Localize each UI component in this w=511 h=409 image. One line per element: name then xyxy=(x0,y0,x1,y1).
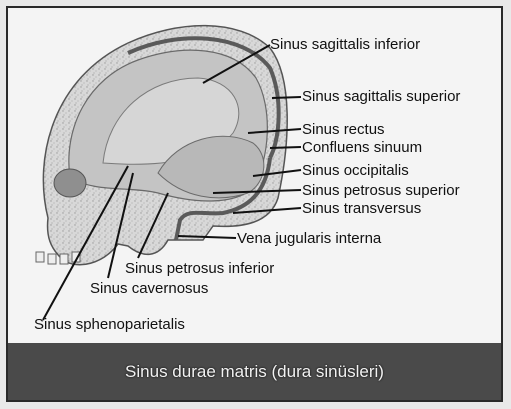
label-sinus-sagittalis-superior: Sinus sagittalis superior xyxy=(302,88,461,105)
leader-confluens xyxy=(270,147,301,148)
label-sinus-sphenoparietalis: Sinus sphenoparietalis xyxy=(34,316,185,333)
label-sinus-cavernosus: Sinus cavernosus xyxy=(90,280,209,297)
label-sinus-sagittalis-inferior: Sinus sagittalis inferior xyxy=(270,36,421,53)
figure-caption: Sinus durae matris (dura sinüsleri) xyxy=(125,361,384,381)
figure-frame xyxy=(6,6,503,402)
label-sinus-occipitalis: Sinus occipitalis xyxy=(302,162,409,179)
label-sinus-petrosus-superior: Sinus petrosus superior xyxy=(302,182,460,199)
label-vena-jugularis-interna: Vena jugularis interna xyxy=(237,230,382,247)
skull-illustration xyxy=(8,8,503,348)
leader-sagittalis-superior xyxy=(272,97,301,98)
label-confluens-sinuum: Confluens sinuum xyxy=(302,139,423,156)
label-sinus-rectus: Sinus rectus xyxy=(302,121,385,138)
label-sinus-transversus: Sinus transversus xyxy=(302,200,422,217)
caption-bar xyxy=(8,343,501,400)
label-sinus-petrosus-inferior: Sinus petrosus inferior xyxy=(125,260,275,277)
orbit xyxy=(54,169,86,197)
